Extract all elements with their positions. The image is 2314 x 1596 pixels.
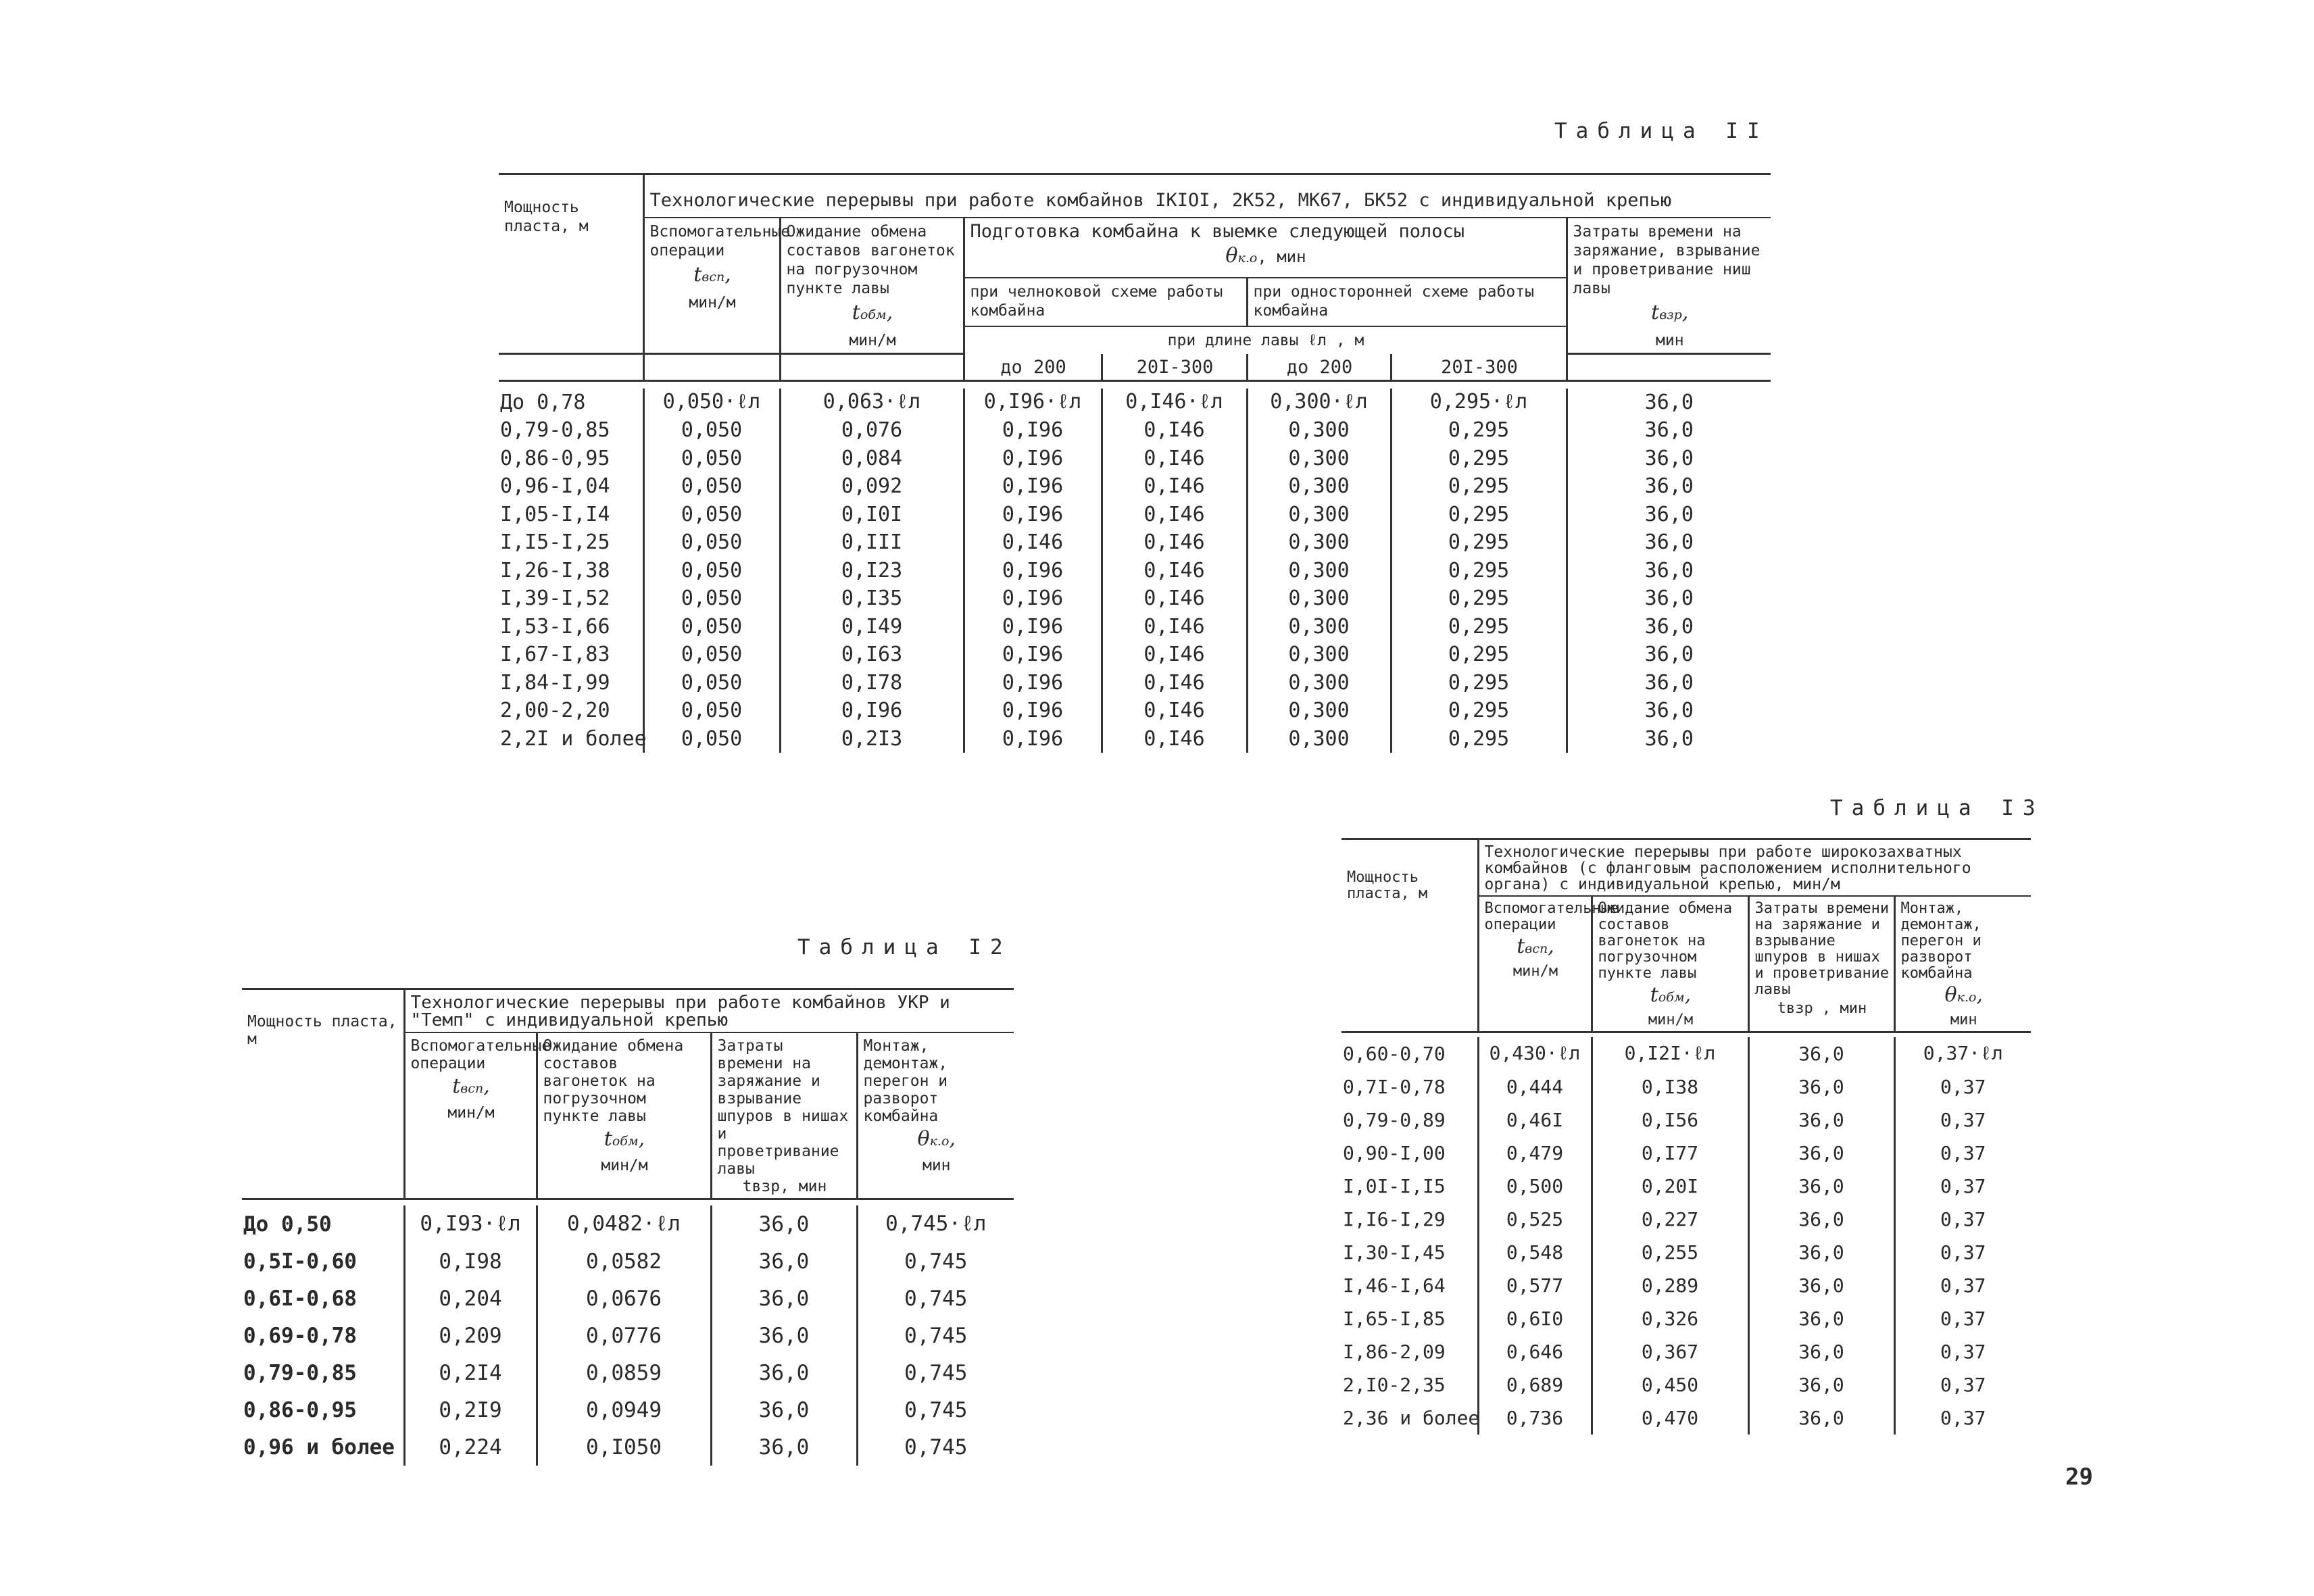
table13-header-mount-symbol: θк.о, [1944, 983, 1983, 1007]
table11-cell: 0,295 [1391, 697, 1567, 725]
table11-cell: 36,0 [1644, 587, 1694, 611]
table11-cell: 0,I46 [964, 528, 1102, 557]
table11-cell: 0,300 [1247, 697, 1391, 725]
table13-header-aux-unit: мин/м [1512, 963, 1558, 980]
table12-header-mount-label: Монтаж, демонтаж, перегон и разворот комбайна [863, 1037, 948, 1125]
table11-cell: 0,300·ℓл [1247, 389, 1391, 417]
table11-cell: 0,I49 [780, 613, 964, 641]
table12-header-aux-unit: мин/м [447, 1104, 495, 1122]
table13-cell: 0,37 [1940, 1241, 1986, 1264]
table11-cell: 0,I96 [964, 697, 1102, 725]
table11-cell: 0,300 [1247, 501, 1391, 529]
table13-body [1341, 1032, 2031, 1435]
table11-cell: 0,I46 [1102, 416, 1247, 445]
table12-header-thickness: Мощность пласта, м [242, 989, 404, 1199]
table11-cell: 0,063·ℓл [780, 389, 964, 417]
table11-row [499, 725, 1771, 753]
table13-cell: 0,79-0,89 [1341, 1103, 1478, 1137]
table11-cell: 0,084 [780, 445, 964, 473]
table13-row [1341, 1269, 2031, 1302]
table11-cell: 0,295 [1391, 557, 1567, 585]
table11-cell: 0,I46 [1102, 584, 1247, 613]
table12-header-mount-symbol: θк.о, [917, 1127, 956, 1151]
table13-cell: 0,227 [1592, 1203, 1748, 1236]
table11-cell: 0,050 [643, 445, 780, 473]
table11-cell: 36,0 [1644, 614, 1694, 639]
table13-cell: 0,37 [1940, 1274, 1986, 1297]
table12-row [242, 1354, 1014, 1391]
table13-cell: 0,37 [1940, 1109, 1986, 1131]
table11-cell: 0,I96 [964, 641, 1102, 669]
table12-cell: 0,0949 [537, 1391, 711, 1428]
table11-cell: 0,I96 [964, 613, 1102, 641]
table13-cell: 0,37 [1940, 1307, 1986, 1330]
table12-cell: 36,0 [711, 1243, 857, 1280]
table12-cell: 0,0582 [537, 1243, 711, 1280]
table13-header-wait [1592, 896, 1748, 1032]
table12-cell: До 0,50 [242, 1205, 404, 1243]
table11-row [499, 669, 1771, 697]
table12-cell: 0,86-0,95 [242, 1391, 404, 1428]
table11-cell: 0,I46 [1102, 557, 1247, 585]
table11-header-wait-label: Ожидание обмена составов вагонеток на погрузочном пункте лавы [786, 223, 955, 297]
table11-header-aux-unit: мин/м [689, 294, 736, 311]
table13-cell: 0,689 [1478, 1368, 1592, 1401]
table11-cell: 0,300 [1247, 584, 1391, 613]
table11-cell: 0,295 [1391, 416, 1567, 445]
table11-cell: 0,050 [643, 501, 780, 529]
table13-row [1341, 1170, 2031, 1203]
table13-cell: 0,7I-0,78 [1341, 1070, 1478, 1103]
table11-cell: 0,I78 [780, 669, 964, 697]
table12-cell: 0,2I4 [404, 1354, 537, 1391]
table13-cell: 36,0 [1748, 1368, 1894, 1401]
table13-cell: 0,I38 [1592, 1070, 1748, 1103]
table13-cell: 36,0 [1748, 1236, 1894, 1269]
table12-header-wait-symbol: tобм, [604, 1127, 645, 1151]
table13-cell: I,86-2,09 [1341, 1335, 1478, 1368]
table11-header-wait-symbol: tобм, [852, 301, 893, 324]
table11-cell: 0,300 [1247, 557, 1391, 585]
table11-cell: 0,050 [643, 584, 780, 613]
table13-cell: 0,450 [1592, 1368, 1748, 1401]
table11-header-blast-symbol: tвзр, [1651, 301, 1689, 324]
table11-cell: 0,295 [1391, 641, 1567, 669]
table11-cell: 0,050 [643, 725, 780, 753]
table11-cell: 0,79-0,85 [499, 416, 643, 445]
table13-header-mount-label: Монтаж, демонтаж, перегон и разворот комбайна [1900, 900, 1981, 982]
table11-cell: До 0,78 [499, 389, 643, 417]
table11-header-blast-unit: мин [1656, 332, 1684, 349]
table13-cell: 0,525 [1478, 1203, 1592, 1236]
table12-header-mount [857, 1032, 1014, 1199]
table12-header-aux-label: Вспомогательные операции [410, 1037, 551, 1072]
table11-cell: 36,0 [1644, 390, 1694, 414]
table11-cell: 0,I46 [1102, 669, 1247, 697]
table11-cell: 0,300 [1247, 472, 1391, 501]
table12-cell: 0,0859 [537, 1354, 711, 1391]
table11-cell: 0,076 [780, 416, 964, 445]
table13-row [1341, 1103, 2031, 1137]
table13-cell: 0,6I0 [1478, 1302, 1592, 1335]
table11-cell: I,53-I,66 [499, 613, 643, 641]
table13-cell: 36,0 [1748, 1335, 1894, 1368]
table12-header-blast-unit: tвзр, мин [742, 1178, 827, 1195]
table12-cell: 0,745 [904, 1286, 968, 1311]
table12-cell: 0,I93·ℓл [404, 1205, 537, 1243]
table13-cell: 36,0 [1748, 1170, 1894, 1203]
table13-cell: I,65-I,85 [1341, 1302, 1478, 1335]
table11-cell: 0,I96 [964, 725, 1102, 753]
table12-cell: 0,745 [904, 1249, 968, 1274]
table13-cell: 0,37 [1940, 1407, 1986, 1429]
table13-cell: 0,37 [1940, 1142, 1986, 1164]
table13-cell: 0,90-I,00 [1341, 1137, 1478, 1170]
table12-row [242, 1205, 1014, 1243]
table11-header-wait-unit: мин/м [849, 332, 896, 349]
table11-cell: 36,0 [1644, 699, 1694, 723]
table11-cell: 0,I46 [1102, 697, 1247, 725]
table13-header-blast-unit: tвзр , мин [1777, 1000, 1867, 1017]
table11-cell: 0,I96 [964, 557, 1102, 585]
table11-cell: 36,0 [1644, 446, 1694, 470]
table11-cell: 0,I46 [1102, 501, 1247, 529]
table12-row [242, 1243, 1014, 1280]
table11-cell: 0,300 [1247, 445, 1391, 473]
table13-header-aux-symbol: tвсп, [1517, 934, 1554, 958]
table12-header-wait-unit: мин/м [601, 1157, 648, 1174]
table11-cell: 0,295 [1391, 445, 1567, 473]
table13-cell: 36,0 [1748, 1137, 1894, 1170]
table12-cell: 0,0676 [537, 1280, 711, 1317]
table11-cell: 0,I96 [964, 669, 1102, 697]
table11-row [499, 416, 1771, 445]
table11-cell: 0,I96 [964, 416, 1102, 445]
table13-row [1341, 1137, 2031, 1170]
table11-header-oneway: при односторонней схеме работы комбайна [1247, 278, 1567, 326]
table11-row [499, 641, 1771, 669]
table11-cell: 0,III [780, 528, 964, 557]
table11-cell: 0,I96 [780, 697, 964, 725]
table13 [1341, 838, 2031, 1435]
table12-cell: 0,209 [404, 1317, 537, 1354]
table11-row [499, 445, 1771, 473]
table11-header-aux-symbol: tвсп, [693, 263, 731, 286]
table11-header-len-c: до 200 [1247, 354, 1391, 381]
page-number: 29 [2065, 1464, 2093, 1491]
table11-cell: 0,I96 [964, 584, 1102, 613]
table11-cell: 36,0 [1644, 726, 1694, 751]
table11-cell: 0,86-0,95 [499, 445, 643, 473]
table11-row [499, 613, 1771, 641]
table12-body [242, 1199, 1014, 1466]
table13-cell: 0,430·ℓл [1478, 1037, 1592, 1070]
table13-cell: 0,646 [1478, 1335, 1592, 1368]
table11-cell: 0,I63 [780, 641, 964, 669]
table13-header-thickness: Мощность пласта, м [1341, 839, 1478, 1032]
table11-row [499, 501, 1771, 529]
table11-cell: 0,I96·ℓл [964, 389, 1102, 417]
table12-header-blast [711, 1032, 857, 1199]
table12-header-aux-symbol: tвсп, [452, 1074, 490, 1098]
table11-row [499, 557, 1771, 585]
table13-cell: 0,I56 [1592, 1103, 1748, 1137]
table12-cell: 0,5I-0,60 [242, 1243, 404, 1280]
table13-cell: 36,0 [1748, 1269, 1894, 1302]
table11-cell: 36,0 [1644, 530, 1694, 555]
table13-cell: 0,37·ℓл [1923, 1042, 2003, 1064]
table11-cell: 0,050 [643, 697, 780, 725]
table11-cell: I,67-I,83 [499, 641, 643, 669]
table11-cell: 0,050 [643, 416, 780, 445]
table12-cell: 0,745·ℓл [885, 1211, 987, 1236]
table12-cell: 36,0 [711, 1280, 857, 1317]
table11-caption: Таблица II [1554, 119, 1769, 143]
table11-header-blast [1567, 218, 1771, 354]
table11-header-len-a: до 200 [964, 354, 1102, 381]
table11-row [499, 528, 1771, 557]
table11-cell: 0,I46·ℓл [1102, 389, 1247, 417]
table12 [242, 988, 1014, 1466]
table11-cell: 0,092 [780, 472, 964, 501]
table12-row [242, 1391, 1014, 1428]
table11-header-prep [964, 218, 1567, 278]
table11-cell: 2,00-2,20 [499, 697, 643, 725]
table11-cell: 36,0 [1644, 558, 1694, 582]
table11-row [499, 472, 1771, 501]
table11-header-prep-label: Подготовка комбайна к выемке следующей полосы [970, 221, 1464, 242]
table11-cell: 0,050 [643, 613, 780, 641]
table12-header-mount-unit: мин [922, 1157, 951, 1174]
table12-cell: 0,2I9 [404, 1391, 537, 1428]
table13-row [1341, 1236, 2031, 1269]
table13-cell: 36,0 [1748, 1302, 1894, 1335]
table11-cell: 0,050 [643, 528, 780, 557]
table11-cell: 0,I23 [780, 557, 964, 585]
table11-cell: 36,0 [1644, 502, 1694, 526]
table12-header-wait-label: Ожидание обмена составов вагонеток на погрузочном пункте лавы [543, 1037, 684, 1125]
table13-header-group: Технологические перерывы при работе широкозахватных комбайнов (с фланговым расположением исполнительного органа) с индивидуальной крепью, мин/м [1478, 839, 2031, 897]
table11-cell: 0,I96 [964, 472, 1102, 501]
table11-row [499, 697, 1771, 725]
table11-header-blast-label: Затраты времени на заряжание, взрывание и проветривание ниш лавы [1573, 223, 1761, 297]
table13-cell: 0,444 [1478, 1070, 1592, 1103]
table13-row [1341, 1203, 2031, 1236]
table12-cell: 0,745 [904, 1323, 968, 1348]
table13-row [1341, 1335, 2031, 1368]
table11-cell: 0,295 [1391, 501, 1567, 529]
table11-cell: I,I5-I,25 [499, 528, 643, 557]
table11-row [499, 389, 1771, 417]
table13-cell: 2,I0-2,35 [1341, 1368, 1478, 1401]
table11-cell: 0,300 [1247, 641, 1391, 669]
table13-cell: 0,289 [1592, 1269, 1748, 1302]
table13-row [1341, 1070, 2031, 1103]
table12-cell: 36,0 [711, 1354, 857, 1391]
table13-header-mount-unit: мин [1950, 1012, 1977, 1028]
table12-cell: 0,6I-0,68 [242, 1280, 404, 1317]
table12-header-wait [537, 1032, 711, 1199]
table13-cell: 0,37 [1940, 1208, 1986, 1230]
table11-cell: 0,I46 [1102, 472, 1247, 501]
table13-cell: 36,0 [1748, 1203, 1894, 1236]
table11-cell: 36,0 [1644, 418, 1694, 443]
table13-cell: 0,37 [1940, 1374, 1986, 1396]
table13-cell: 0,37 [1940, 1175, 1986, 1197]
table12-header-aux [404, 1032, 551, 1199]
table12-cell: 36,0 [711, 1317, 857, 1354]
table13-cell: 0,46I [1478, 1103, 1592, 1137]
table12-header-group: Технологические перерывы при работе комбайнов УКР и "Темп" с индивидуальной крепью [404, 989, 1014, 1033]
table11-cell: 0,I96 [964, 501, 1102, 529]
table11-header-shuttle: при челноковой схеме работы комбайна [964, 278, 1247, 326]
table11-cell: 0,295 [1391, 472, 1567, 501]
table11-cell: 0,295 [1391, 725, 1567, 753]
table11-cell: 36,0 [1644, 643, 1694, 667]
table12-cell: 0,745 [904, 1435, 968, 1460]
table11-cell: 0,050 [643, 472, 780, 501]
table13-cell: 36,0 [1748, 1070, 1894, 1103]
table11-cell: 0,I96 [964, 445, 1102, 473]
table11-cell: 0,295 [1391, 669, 1567, 697]
table13-cell: 0,255 [1592, 1236, 1748, 1269]
table13-cell: 0,500 [1478, 1170, 1592, 1203]
table11-cell: 0,96-I,04 [499, 472, 643, 501]
table11-cell: 0,2I3 [780, 725, 964, 753]
table13-cell: I,0I-I,I5 [1341, 1170, 1478, 1203]
table13-cell: I,46-I,64 [1341, 1269, 1478, 1302]
table12-header-blast-label: Затраты времени на заряжание и взрывание шпуров в нишах и проветривание лавы [717, 1037, 849, 1178]
table12-caption: Таблица I2 [797, 935, 1012, 959]
table11-cell: 0,300 [1247, 416, 1391, 445]
table11-cell: 0,295 [1391, 528, 1567, 557]
table12-cell: 0,745 [904, 1397, 968, 1422]
table12-cell: 36,0 [711, 1391, 857, 1428]
table12-row [242, 1428, 1014, 1466]
table12-row [242, 1317, 1014, 1354]
table13-cell: 0,37 [1940, 1076, 1986, 1098]
table11-cell: I,26-I,38 [499, 557, 643, 585]
table11-cell: 36,0 [1644, 670, 1694, 695]
table13-header-aux [1478, 896, 1619, 1032]
table12-cell: 36,0 [711, 1428, 857, 1466]
table12-cell: 0,69-0,78 [242, 1317, 404, 1354]
table11-cell: 0,050 [643, 669, 780, 697]
table11-cell: 0,050 [643, 557, 780, 585]
table11-cell: 0,I46 [1102, 641, 1247, 669]
table11 [499, 173, 1771, 753]
table12-cell: 0,0776 [537, 1317, 711, 1354]
table13-cell: 0,I2I·ℓл [1592, 1037, 1748, 1070]
table13-header-wait-symbol: tобм, [1650, 983, 1692, 1007]
table13-row [1341, 1368, 2031, 1401]
table11-body [499, 380, 1771, 753]
table13-row [1341, 1037, 2031, 1070]
table11-cell: I,84-I,99 [499, 669, 643, 697]
table13-cell: 36,0 [1748, 1103, 1894, 1137]
table13-header-wait-unit: мин/м [1648, 1012, 1694, 1028]
table11-cell: 0,295 [1391, 584, 1567, 613]
table11-header-wait [780, 218, 964, 354]
table13-row [1341, 1401, 2031, 1435]
table11-cell: 2,2I и более [499, 725, 643, 753]
table12-cell: 0,0482·ℓл [537, 1205, 711, 1243]
table13-cell: 0,20I [1592, 1170, 1748, 1203]
table11-cell: 0,300 [1247, 669, 1391, 697]
table12-cell: 0,I050 [537, 1428, 711, 1466]
table11-header-prep-symbol: θк.о, мин [1225, 244, 1306, 268]
table11-cell: 0,I46 [1102, 445, 1247, 473]
table13-header-aux-label: Вспомогательные операции [1484, 900, 1619, 933]
table13-cell: 0,60-0,70 [1341, 1037, 1478, 1070]
table13-cell: 0,736 [1478, 1401, 1592, 1435]
table11-cell: 0,295 [1391, 613, 1567, 641]
table11-cell: I,05-I,I4 [499, 501, 643, 529]
table13-cell: 0,548 [1478, 1236, 1592, 1269]
table13-cell: 36,0 [1748, 1401, 1894, 1435]
table11-cell: 36,0 [1644, 474, 1694, 499]
table13-cell: 0,577 [1478, 1269, 1592, 1302]
table11-header-length: при длине лавы ℓл , м [964, 326, 1567, 354]
table11-header-group: Технологические перерывы при работе комбайнов IKIOI, 2K52, MK67, БK52 с индивидуальной крепью [643, 174, 1771, 218]
table11-cell: 0,300 [1247, 725, 1391, 753]
table12-cell: 0,204 [404, 1280, 537, 1317]
table11-cell: 0,I0I [780, 501, 964, 529]
table13-cell: I,30-I,45 [1341, 1236, 1478, 1269]
table11-cell: 0,I35 [780, 584, 964, 613]
table12-cell: 0,745 [904, 1360, 968, 1385]
table11-cell: 0,050 [643, 641, 780, 669]
table13-cell: 0,37 [1940, 1341, 1986, 1363]
table12-row [242, 1280, 1014, 1317]
table11-cell: 0,I46 [1102, 528, 1247, 557]
table11-cell: 0,300 [1247, 528, 1391, 557]
table13-cell: 2,36 и более [1341, 1401, 1478, 1435]
table13-cell: 0,326 [1592, 1302, 1748, 1335]
table13-cell: 0,I77 [1592, 1137, 1748, 1170]
table13-cell: 36,0 [1748, 1037, 1894, 1070]
table13-caption: Таблица I3 [1830, 796, 2044, 820]
table12-cell: 36,0 [711, 1205, 857, 1243]
table11-cell: 0,050·ℓл [643, 389, 780, 417]
table13-cell: 0,367 [1592, 1335, 1748, 1368]
table13-cell: 0,470 [1592, 1401, 1748, 1435]
table11-row [499, 584, 1771, 613]
table13-header-blast [1748, 896, 1894, 1032]
table11-header-len-d: 20I-300 [1391, 354, 1567, 381]
table11-cell: 0,I46 [1102, 725, 1247, 753]
table12-cell: 0,96 и более [242, 1428, 404, 1466]
table12-cell: 0,I98 [404, 1243, 537, 1280]
table11-cell: 0,300 [1247, 613, 1391, 641]
table11-cell: 0,I46 [1102, 613, 1247, 641]
table11-cell: 0,295·ℓл [1391, 389, 1567, 417]
table11-header-aux-label: Вспомогательные операции [649, 223, 791, 259]
table13-cell: I,I6-I,29 [1341, 1203, 1478, 1236]
table13-cell: 0,479 [1478, 1137, 1592, 1170]
table13-header-blast-label: Затраты времени на заряжание и взрывание шпуров в нишах и проветривание лавы [1754, 900, 1890, 998]
table13-header-mount [1894, 896, 2031, 1032]
table11-header-aux [643, 218, 791, 354]
table11-header-thickness: Мощность пласта, м [499, 174, 643, 354]
table13-row [1341, 1302, 2031, 1335]
table11-cell: I,39-I,52 [499, 584, 643, 613]
table12-cell: 0,224 [404, 1428, 537, 1466]
table12-cell: 0,79-0,85 [242, 1354, 404, 1391]
table11-header-len-b: 20I-300 [1102, 354, 1247, 381]
table13-header-wait-label: Ожидание обмена составов вагонеток на погрузочном пункте лавы [1598, 900, 1733, 982]
